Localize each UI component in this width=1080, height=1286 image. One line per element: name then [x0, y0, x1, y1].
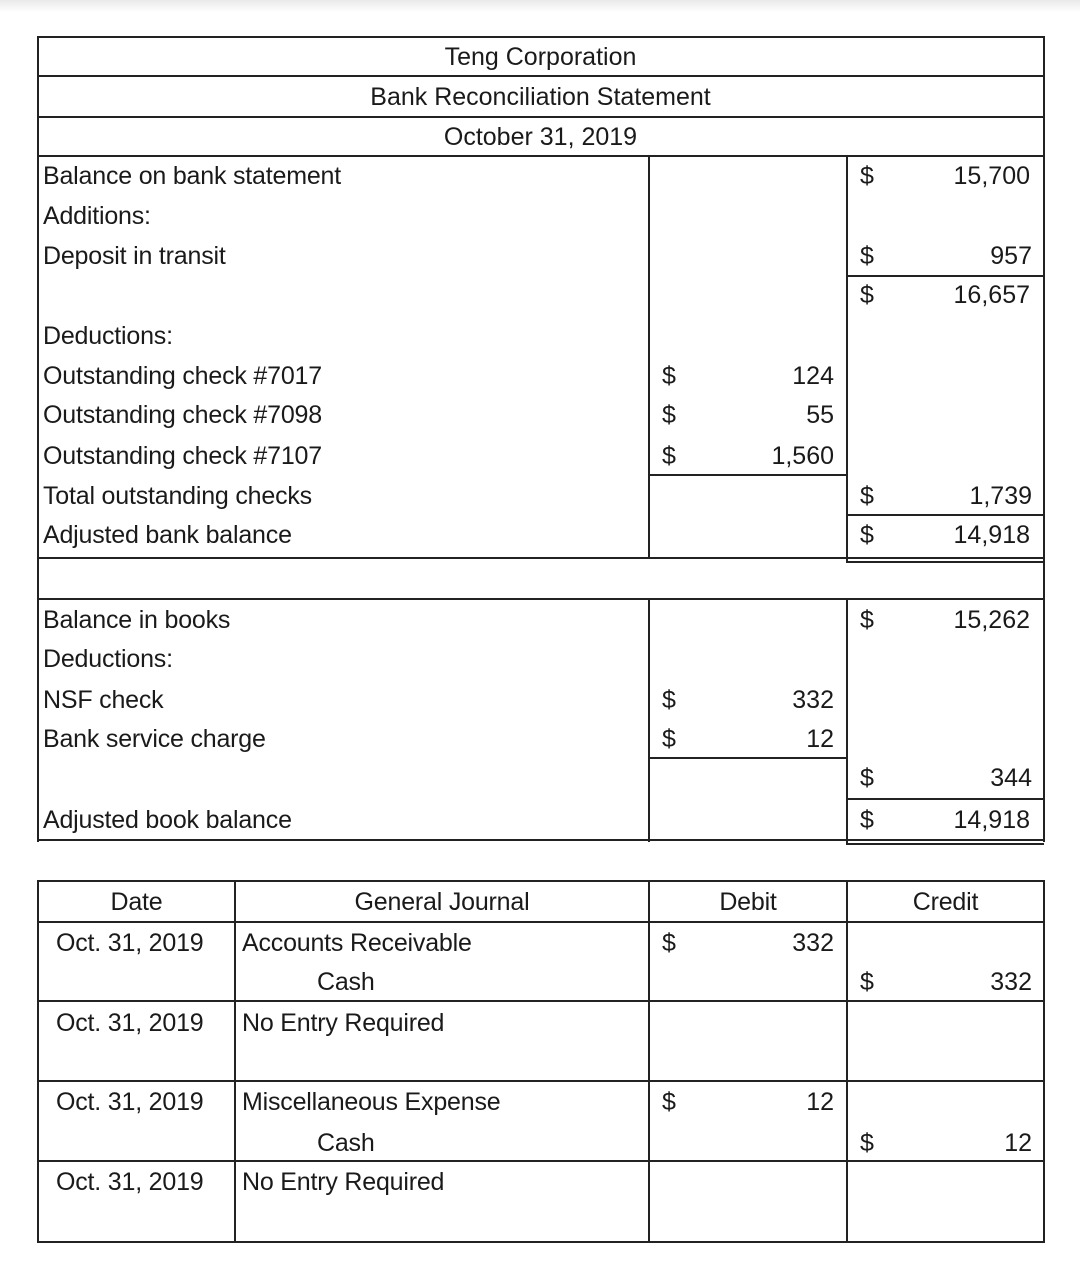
row-label: Balance in books — [43, 606, 231, 634]
divider — [37, 1080, 1045, 1082]
divider — [37, 598, 1045, 600]
currency-symbol: $ — [860, 764, 874, 792]
row-label: Adjusted bank balance — [43, 521, 292, 549]
debit-amount: 12 — [806, 1088, 834, 1116]
divider — [648, 880, 650, 1243]
entry-date: Oct. 31, 2019 — [56, 929, 204, 957]
currency-symbol: $ — [860, 482, 874, 510]
currency-symbol: $ — [860, 968, 874, 996]
currency-symbol: $ — [860, 281, 874, 309]
divider — [234, 880, 236, 1243]
amount: 15,262 — [953, 606, 1030, 634]
divider — [846, 155, 848, 561]
divider — [37, 155, 1045, 157]
amount: 15,700 — [953, 162, 1030, 190]
credit-account: Cash — [317, 1129, 375, 1157]
divider — [37, 36, 39, 559]
double-underline — [846, 843, 1044, 845]
amount: 12 — [806, 725, 834, 753]
statement-title: Bank Reconciliation Statement — [370, 83, 711, 111]
divider — [37, 557, 39, 602]
row-label: Additions: — [43, 202, 151, 230]
currency-symbol: $ — [860, 806, 874, 834]
row-label: Total outstanding checks — [43, 482, 312, 510]
amount: 16,657 — [953, 281, 1030, 309]
divider — [846, 275, 1044, 277]
divider — [37, 598, 39, 842]
double-underline — [846, 561, 1044, 563]
currency-symbol: $ — [662, 442, 676, 470]
amount: 14,918 — [953, 806, 1030, 834]
credit-amount: 332 — [990, 968, 1032, 996]
amount: 14,918 — [953, 521, 1030, 549]
company-name: Teng Corporation — [444, 43, 637, 71]
row-label: Bank service charge — [43, 725, 266, 753]
entry-date: Oct. 31, 2019 — [56, 1168, 204, 1196]
row-label: Deductions: — [43, 322, 173, 350]
row-label: Outstanding check #7098 — [43, 401, 322, 429]
currency-symbol: $ — [860, 521, 874, 549]
divider — [648, 598, 650, 842]
currency-symbol: $ — [662, 929, 676, 957]
entry-date: Oct. 31, 2019 — [56, 1088, 204, 1116]
currency-symbol: $ — [860, 1129, 874, 1157]
debit-account: No Entry Required — [242, 1168, 445, 1196]
currency-symbol: $ — [662, 725, 676, 753]
column-header-credit: Credit — [912, 888, 979, 916]
statement-date: October 31, 2019 — [443, 123, 638, 151]
divider — [37, 880, 1045, 882]
currency-symbol: $ — [860, 242, 874, 270]
amount: 1,739 — [969, 482, 1032, 510]
divider — [37, 75, 1045, 77]
amount: 55 — [806, 401, 834, 429]
divider — [37, 1241, 1045, 1243]
divider — [37, 1000, 1045, 1002]
amount: 332 — [792, 686, 834, 714]
divider — [648, 155, 650, 559]
currency-symbol: $ — [662, 362, 676, 390]
top-shadow — [0, 0, 1080, 12]
divider — [648, 474, 846, 476]
divider — [37, 839, 1045, 841]
divider — [846, 798, 1044, 800]
amount: 957 — [990, 242, 1032, 270]
divider — [846, 880, 848, 1243]
currency-symbol: $ — [662, 686, 676, 714]
row-label: Outstanding check #7107 — [43, 442, 322, 470]
divider — [1043, 880, 1045, 1243]
credit-account: Cash — [317, 968, 375, 996]
debit-account: No Entry Required — [242, 1009, 445, 1037]
divider — [37, 557, 1045, 559]
divider — [846, 514, 1044, 516]
divider — [37, 36, 1045, 38]
amount: 124 — [792, 362, 834, 390]
row-label: Adjusted book balance — [43, 806, 292, 834]
divider — [37, 116, 1045, 118]
credit-amount: 12 — [1004, 1129, 1032, 1157]
row-label: Balance on bank statement — [43, 162, 341, 190]
currency-symbol: $ — [860, 606, 874, 634]
divider — [846, 598, 848, 844]
currency-symbol: $ — [662, 401, 676, 429]
divider — [37, 1160, 1045, 1162]
entry-date: Oct. 31, 2019 — [56, 1009, 204, 1037]
debit-account: Accounts Receivable — [242, 929, 472, 957]
divider — [648, 757, 846, 759]
debit-account: Miscellaneous Expense — [242, 1088, 501, 1116]
amount: 344 — [990, 764, 1032, 792]
row-label: NSF check — [43, 686, 164, 714]
row-label: Deductions: — [43, 645, 173, 673]
divider — [37, 921, 1045, 923]
amount: 1,560 — [771, 442, 834, 470]
column-header-date: Date — [110, 888, 163, 916]
column-header-journal: General Journal — [354, 888, 530, 916]
currency-symbol: $ — [860, 162, 874, 190]
debit-amount: 332 — [792, 929, 834, 957]
divider — [1043, 36, 1045, 842]
column-header-debit: Debit — [719, 888, 777, 916]
row-label: Deposit in transit — [43, 242, 226, 270]
divider — [37, 880, 39, 1243]
currency-symbol: $ — [662, 1088, 676, 1116]
row-label: Outstanding check #7017 — [43, 362, 322, 390]
